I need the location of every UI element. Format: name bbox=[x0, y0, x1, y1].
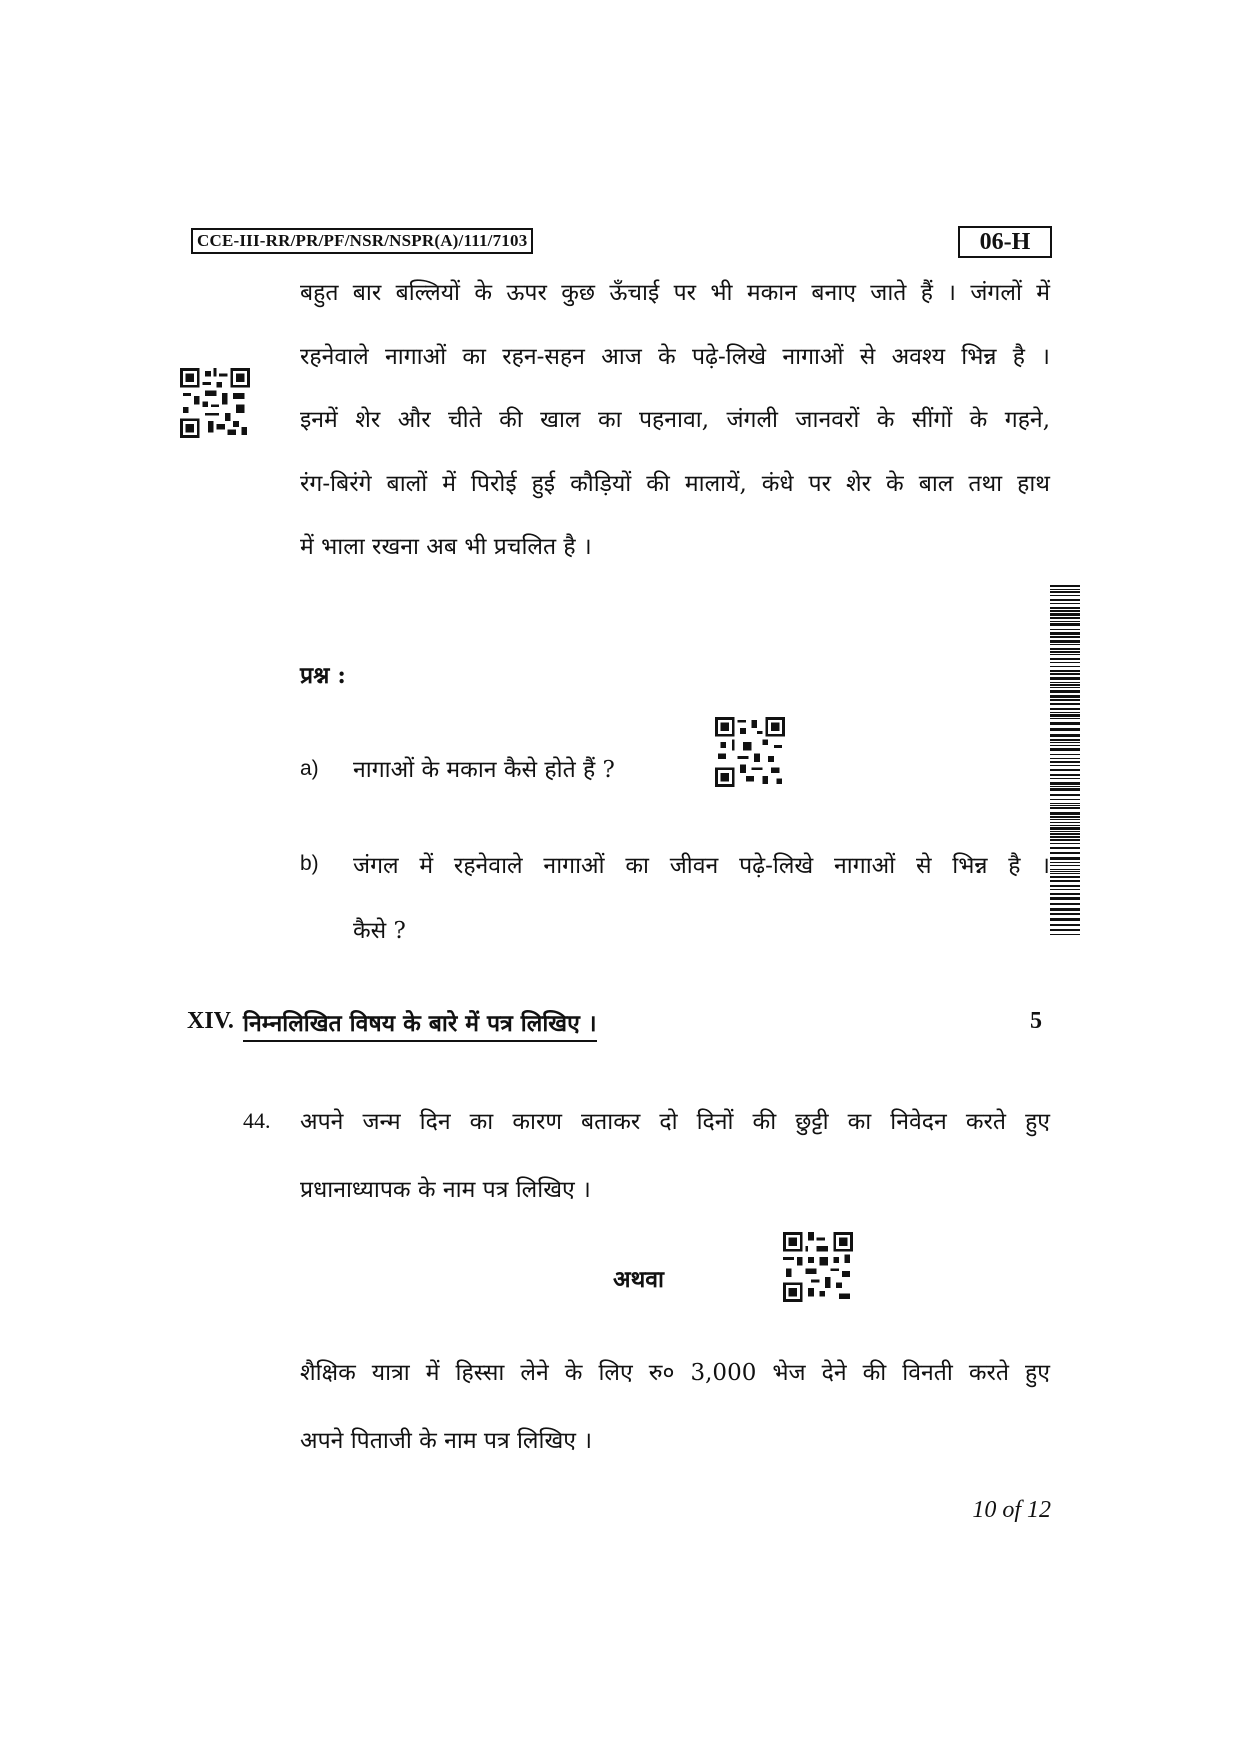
barcode-bar bbox=[1050, 839, 1080, 841]
barcode-bar bbox=[1050, 617, 1080, 619]
barcode-bar bbox=[1050, 857, 1080, 860]
barcode-bar bbox=[1050, 591, 1080, 593]
barcode-bar bbox=[1050, 803, 1080, 804]
barcode-bar bbox=[1050, 613, 1080, 616]
barcode-bar bbox=[1050, 670, 1080, 672]
barcode-bar bbox=[1050, 918, 1080, 921]
barcode-bar bbox=[1050, 862, 1080, 863]
barcode-bar bbox=[1050, 629, 1080, 630]
barcode-bar bbox=[1050, 778, 1080, 779]
barcode-bar bbox=[1050, 728, 1080, 731]
barcode-bar bbox=[1050, 745, 1080, 746]
page-number: 10 of 12 bbox=[972, 1497, 1051, 1523]
barcode-bar bbox=[1050, 908, 1080, 911]
barcode-bar bbox=[1050, 929, 1080, 931]
barcode-bar bbox=[1050, 865, 1080, 866]
paper-code: CCE-III-RR/PR/PF/NSR/NSPR(A)/111/7103 bbox=[191, 228, 533, 254]
question-a-text: नागाओं के मकान कैसे होते हैं ? bbox=[353, 757, 615, 783]
section-number: XIV. bbox=[187, 1008, 234, 1034]
barcode-bar bbox=[1050, 648, 1080, 650]
barcode-bar bbox=[1050, 589, 1080, 590]
barcode-bar bbox=[1050, 662, 1080, 663]
barcode-bar bbox=[1050, 690, 1080, 693]
barcode-icon bbox=[1050, 585, 1080, 935]
barcode-bar bbox=[1050, 880, 1080, 882]
barcode-bar bbox=[1050, 754, 1080, 755]
barcode-bar bbox=[1050, 924, 1080, 926]
barcode-bar bbox=[1050, 699, 1080, 701]
barcode-bar bbox=[1050, 934, 1080, 935]
barcode-bar bbox=[1050, 748, 1080, 751]
passage-line-2: रहनेवाले नागाओं का रहन-सहन आज के पढ़े-लिखे नागाओं से अवश्य भिन्न है । bbox=[300, 343, 1050, 370]
barcode-bar bbox=[1050, 658, 1080, 660]
barcode-bar bbox=[1050, 843, 1080, 844]
barcode-bar bbox=[1050, 774, 1080, 776]
barcode-bar bbox=[1050, 595, 1080, 596]
section-marks: 5 bbox=[1030, 1008, 1042, 1034]
barcode-bar bbox=[1050, 782, 1080, 785]
barcode-bar bbox=[1050, 807, 1080, 809]
barcode-bar bbox=[1050, 632, 1080, 635]
barcode-bar bbox=[1050, 621, 1080, 622]
barcode-bar bbox=[1050, 718, 1080, 719]
question-b-text-line1: जंगल में रहनेवाले नागाओं का जीवन पढ़े-लिखे नागाओं से भिन्न है । bbox=[353, 853, 1050, 879]
barcode-bar bbox=[1050, 610, 1080, 612]
section-title: निम्नलिखित विषय के बारे में पत्र लिखिए । bbox=[243, 1006, 597, 1042]
question-44-line1: अपने जन्म दिन का कारण बताकर दो दिनों की छुट्टी का निवेदन करते हुए bbox=[300, 1109, 1050, 1135]
alternative-line1: शैक्षिक यात्रा में हिस्सा लेने के लिए रु० 3,000 भेज देने की विनती करते हुए bbox=[300, 1360, 1050, 1386]
barcode-bar bbox=[1050, 799, 1080, 800]
barcode-bar bbox=[1050, 903, 1080, 905]
barcode-bar bbox=[1050, 805, 1080, 806]
barcode-bar bbox=[1050, 794, 1080, 796]
barcode-bar bbox=[1050, 687, 1080, 688]
barcode-bar bbox=[1050, 666, 1080, 667]
barcode-bar bbox=[1050, 739, 1080, 741]
barcode-bar bbox=[1050, 651, 1080, 653]
barcode-bar bbox=[1050, 695, 1080, 698]
barcode-bar bbox=[1050, 673, 1080, 675]
barcode-bar bbox=[1050, 819, 1080, 820]
barcode-bar bbox=[1050, 831, 1080, 832]
barcode-bar bbox=[1050, 599, 1080, 601]
barcode-bar bbox=[1050, 769, 1080, 771]
barcode-bar bbox=[1050, 654, 1080, 655]
barcode-bar bbox=[1050, 897, 1080, 900]
question-b-label: b) bbox=[300, 852, 319, 875]
barcode-bar bbox=[1050, 677, 1080, 680]
barcode-bar bbox=[1050, 913, 1080, 915]
question-44-number: 44. bbox=[243, 1108, 271, 1133]
barcode-bar bbox=[1050, 788, 1080, 791]
barcode-bar bbox=[1050, 636, 1080, 638]
barcode-bar bbox=[1050, 847, 1080, 849]
subject-code: 06-H bbox=[958, 226, 1052, 258]
barcode-bar bbox=[1050, 833, 1080, 835]
or-label: अथवा bbox=[613, 1266, 665, 1293]
barcode-bar bbox=[1050, 722, 1080, 725]
barcode-bar bbox=[1050, 827, 1080, 830]
passage-line-4: रंग-बिरंगे बालों में पिरोई हुई कौड़ियों की मालायें, कंधे पर शेर के बाल तथा हाथ bbox=[300, 470, 1050, 497]
barcode-bar bbox=[1050, 712, 1080, 713]
qr-code-icon bbox=[180, 368, 250, 438]
barcode-bar bbox=[1050, 816, 1080, 818]
qr-code-icon bbox=[715, 717, 785, 787]
barcode-bar bbox=[1050, 640, 1080, 643]
barcode-bar bbox=[1050, 684, 1080, 686]
barcode-bar bbox=[1050, 734, 1080, 737]
passage bbox=[300, 262, 1050, 580]
question-b-text-line2: कैसे ? bbox=[353, 918, 406, 944]
barcode-bar bbox=[1050, 703, 1080, 705]
barcode-bar bbox=[1050, 812, 1080, 815]
passage-line-5: में भाला रखना अब भी प्रचलित है । bbox=[300, 534, 592, 560]
question-44-line2: प्रधानाध्यापक के नाम पत्र लिखिए । bbox=[300, 1177, 591, 1203]
barcode-bar bbox=[1050, 607, 1080, 609]
barcode-bar bbox=[1050, 822, 1080, 823]
barcode-bar bbox=[1050, 765, 1080, 766]
barcode-bar bbox=[1050, 644, 1080, 645]
question-a-label: a) bbox=[300, 757, 319, 780]
barcode-bar bbox=[1050, 869, 1080, 870]
barcode-bar bbox=[1050, 885, 1080, 887]
barcode-bar bbox=[1050, 825, 1080, 826]
barcode-bar bbox=[1050, 871, 1080, 872]
barcode-bar bbox=[1050, 758, 1080, 759]
barcode-bar bbox=[1050, 836, 1080, 838]
passage-line-3: इनमें शेर और चीते की खाल का पहनावा, जंगली जानवरों के सींगों के गहने, bbox=[300, 407, 1050, 433]
alternative-line2: अपने पिताजी के नाम पत्र लिखिए । bbox=[300, 1428, 593, 1454]
barcode-bar bbox=[1050, 585, 1080, 587]
barcode-bar bbox=[1050, 786, 1080, 787]
barcode-bar bbox=[1050, 742, 1080, 743]
barcode-bar bbox=[1050, 889, 1080, 890]
barcode-bar bbox=[1050, 761, 1080, 763]
barcode-bar bbox=[1050, 893, 1080, 895]
passage-line-1: बहुत बार बल्लियों के ऊपर कुछ ऊँचाई पर भी मकान बनाए जाते हैं । जंगलों में bbox=[300, 280, 1050, 306]
qr-code-icon bbox=[783, 1232, 853, 1302]
barcode-bar bbox=[1050, 682, 1080, 683]
barcode-bar bbox=[1050, 623, 1080, 626]
barcode-bar bbox=[1050, 873, 1080, 874]
questions-heading: प्रश्न : bbox=[300, 662, 346, 689]
barcode-bar bbox=[1050, 603, 1080, 604]
barcode-bar bbox=[1050, 852, 1080, 854]
barcode-bar bbox=[1050, 876, 1080, 878]
barcode-bar bbox=[1050, 714, 1080, 717]
barcode-bar bbox=[1050, 708, 1080, 710]
